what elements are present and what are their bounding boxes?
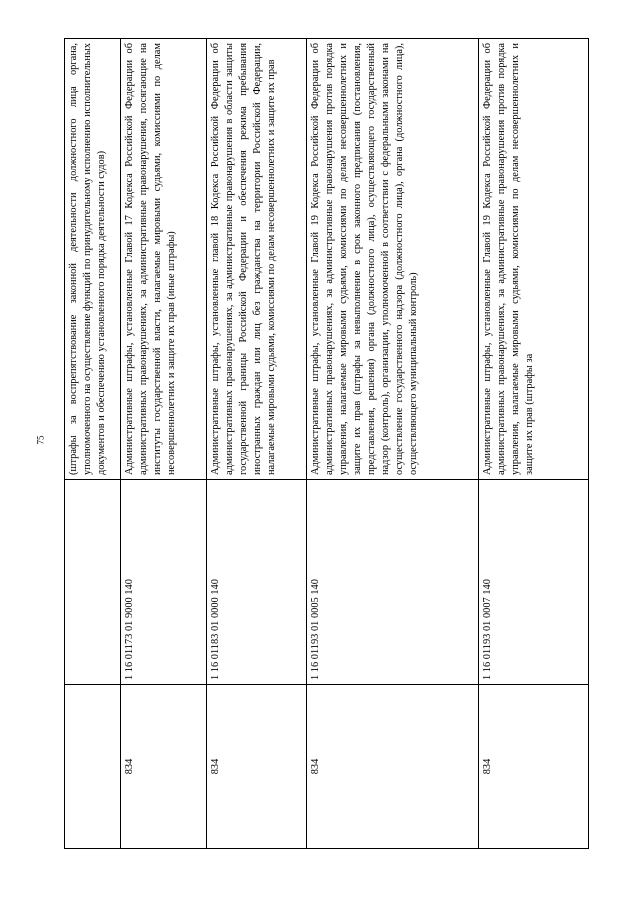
description-cell: Административные штрафы, установленные Главой 17 Кодекса Российской Федерации об административных правонарушениях, за административные правонарушения, посягающие на институты государственной власти, налагаемые мировыми судьями, комиссиями по делам несовершеннолетних и защите их прав (иные штрафы) [121, 39, 207, 480]
table-row [65, 39, 121, 849]
kbk-code-cell: 1 16 01183 01 0000 140 [207, 480, 307, 685]
table-row [207, 39, 307, 849]
admin-code-cell: 834 [121, 685, 207, 849]
description-cell: Административные штрафы, установленные Главой 19 Кодекса Российской Федерации об административных правонарушениях, за административные правонарушения против порядка управления, налагаемые мировыми судьями, комиссиями по делам несовершеннолетних и защите их прав (штрафы за невыполнение в срок законного предписания (постановления, представления, решения) органа (должностного лица), осуществляющего государственный надзор (контроль), организации, уполномоченной в соответствии с федеральными законами на осуществление государственного надзора (должностного лица), органа (должностного лица), осуществляющего муниципальный контроль) [307, 39, 479, 480]
table-row [121, 39, 207, 849]
page-number: 75 [35, 435, 46, 445]
rotated-table-wrapper [64, 39, 588, 849]
admin-code-cell [65, 685, 121, 849]
kbk-code-cell [65, 480, 121, 685]
kbk-code-cell: 1 16 01173 01 9000 140 [121, 480, 207, 685]
admin-code-cell: 834 [307, 685, 479, 849]
description-cell: Административные штрафы, установленные главой 18 Кодекса Российской Федерации об административных правонарушениях, за административные правонарушения в области защиты государственной границы Российской Федерации и обеспечения режима пребывания иностранных граждан или лиц без гражданства на территории Российской Федерации, налагаемые мировыми судьями, комиссиями по делам несовершеннолетних и защите их прав [207, 39, 307, 480]
admin-code-cell: 834 [479, 685, 589, 849]
revenue-code-table [64, 38, 589, 849]
kbk-code-cell: 1 16 01193 01 0007 140 [479, 480, 589, 685]
admin-code-cell: 834 [207, 685, 307, 849]
table-row [479, 39, 589, 849]
description-cell: (штрафы за воспрепятствование законной деятельности должностного лица органа, уполномоченного на осуществление функций по принудительному исполнению исполнительных документов и обеспечению установленного порядка деятельности судов) [65, 39, 121, 480]
description-cell: Административные штрафы, установленные Главой 19 Кодекса Российской Федерации об административных правонарушениях, за административные правонарушения против порядка управления, налагаемые мировыми судьями, комиссиями по делам несовершеннолетних и защите их прав (штрафы за [479, 39, 589, 480]
table-row [307, 39, 479, 849]
kbk-code-cell: 1 16 01193 01 0005 140 [307, 480, 479, 685]
